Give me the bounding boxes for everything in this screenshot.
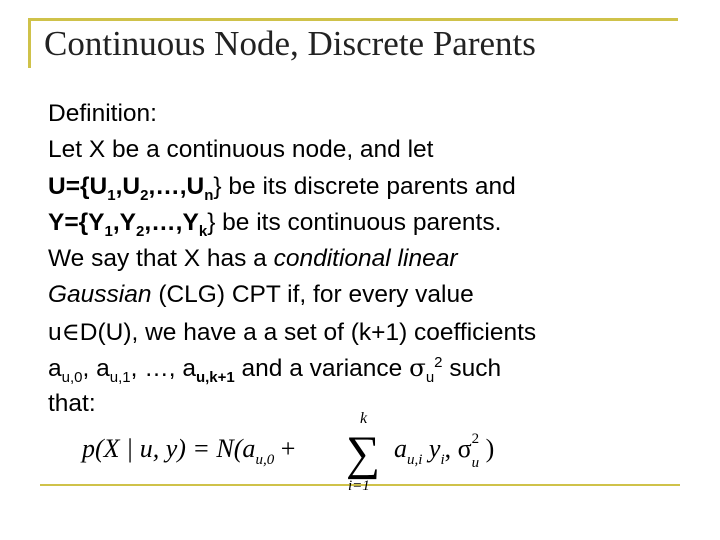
- sum-lower-limit: i=1: [348, 478, 370, 494]
- sum-upper-limit: k: [360, 410, 368, 427]
- body-line-5: Gaussian (CLG) CPT if, for every value: [48, 281, 474, 309]
- slide-body: [48, 96, 688, 423]
- formula-lhs: p(X | u, $y) = N(a_{u,0}$ +: [82, 434, 296, 468]
- slide-title: Continuous Node, Discrete Parents: [44, 24, 536, 63]
- body-line-4: We say that X has a conditional linear: [48, 245, 458, 273]
- body-line-6: u∈D(U), we have a a set of (k+1) coefficients: [48, 316, 537, 346]
- frame-left-rule: [28, 18, 31, 68]
- body-line-7: $a_{u,0}$, $a_{u,1}$, …, $a_{u,k+1}$ and a variance $\sigma_u^2$ such: [48, 353, 502, 387]
- clg-formula: [82, 408, 522, 494]
- body-line-1: Let X be a continuous node, and let: [48, 136, 434, 164]
- summation-symbol: ∑: [346, 427, 381, 480]
- frame-top-rule: [28, 18, 678, 21]
- body-line-3: $Y=\{Y_1,Y_2,\dots,Y_k\}$ be its continuous parents.: [48, 208, 502, 240]
- formula-rhs: $a_{u,i}$ $y_i$, σ 2 u ): [394, 431, 495, 471]
- definition-heading: Definition:: [48, 100, 157, 127]
- body-line-2: $U=\{U_1,U_2,\dots,U_n\}$ be its discrete parents and: [48, 172, 516, 204]
- body-line-8: that:: [48, 390, 96, 418]
